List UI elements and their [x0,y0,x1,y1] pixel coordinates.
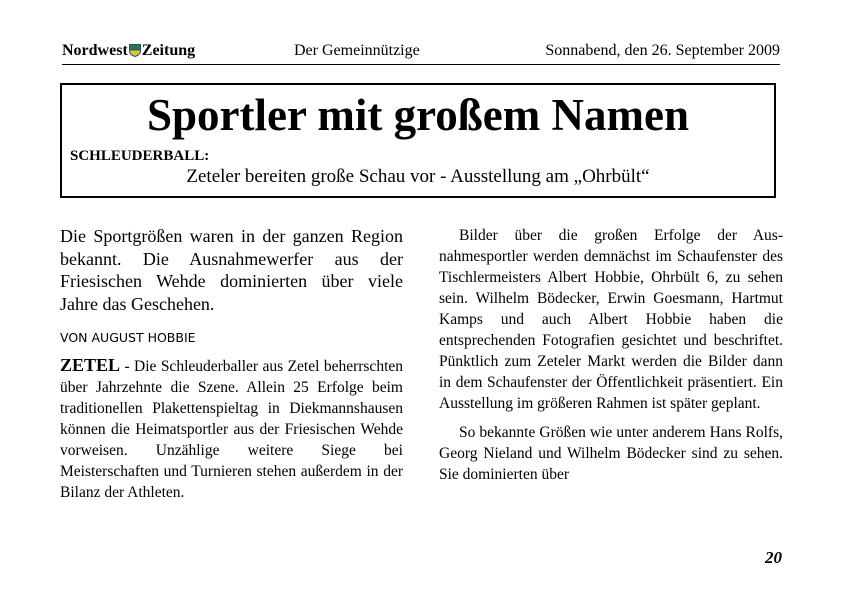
headline: Sportler mit großem Namen [147,90,689,140]
body-paragraph-1 [60,355,403,503]
brand-name-second: Zeitung [141,42,196,59]
brand-name-first: Nordwest [62,42,128,59]
byline: VON AUGUST HOBBIE [60,330,196,345]
body-paragraph-1-text: - Die Schleuderballer aus Zetel beherrschten über Jahrzehnte die Szene. Allein 25 Erfolge beim traditionellen Plakettenspieltag in Diekmannshausen können die Heimatsportler aus der Friesischen Wehde vorweisen. Unzählige weitere Siege bei Meisterschaften und Turnieren stehen außerdem in der Bilanz der Athleten. [60,358,403,501]
column-left [60,225,403,503]
body-paragraph-3: So bekannte Größen wie unter anderem Hans Rolfs, Georg Nieland und Wilhelm Bödecker sind zu sehen. Sie dominierten über [439,424,783,483]
newspaper-brand [62,42,195,60]
dateline: ZETEL [60,355,121,375]
body-paragraph-2: Bilder über die großen Erfolge der Ausnahmesportler werden demnächst im Schaufenster des Tischlermeisters Albert Hobbie, Ohrbült 6, zu sehen sein. Wilhelm Bödecker, Erwin Goesmann, Hartmut Kamps und auch Albert Hobbie haben die entsprechenden Fotografien gesichtet und beschriftet. Pünktlich zum Zeteler Markt werden die Bilder dann in dem Schaufenster der Öffentlichkeit präsentiert. Ein Ausstellung im größeren Rahmen ist später geplant. [439,227,783,412]
section-name: Der Gemeinnützige [294,42,420,59]
issue-date: Sonnabend, den 26. September 2009 [545,42,780,59]
column-right [439,225,783,485]
kicker: SCHLEUDERBALL: [70,148,210,164]
page-header [62,42,780,65]
subheadline: Zeteler bereiten große Schau vor - Ausstellung am „Ohrbült“ [186,166,650,187]
headline-box [60,83,776,198]
crest-icon [129,44,141,57]
page-number: 20 [765,548,782,567]
lead-paragraph: Die Sportgrößen waren in der ganzen Region bekannt. Die Ausnahmewerfer aus der Friesischen Wehde dominierten über viele Jahre das Geschehen. [60,226,403,314]
